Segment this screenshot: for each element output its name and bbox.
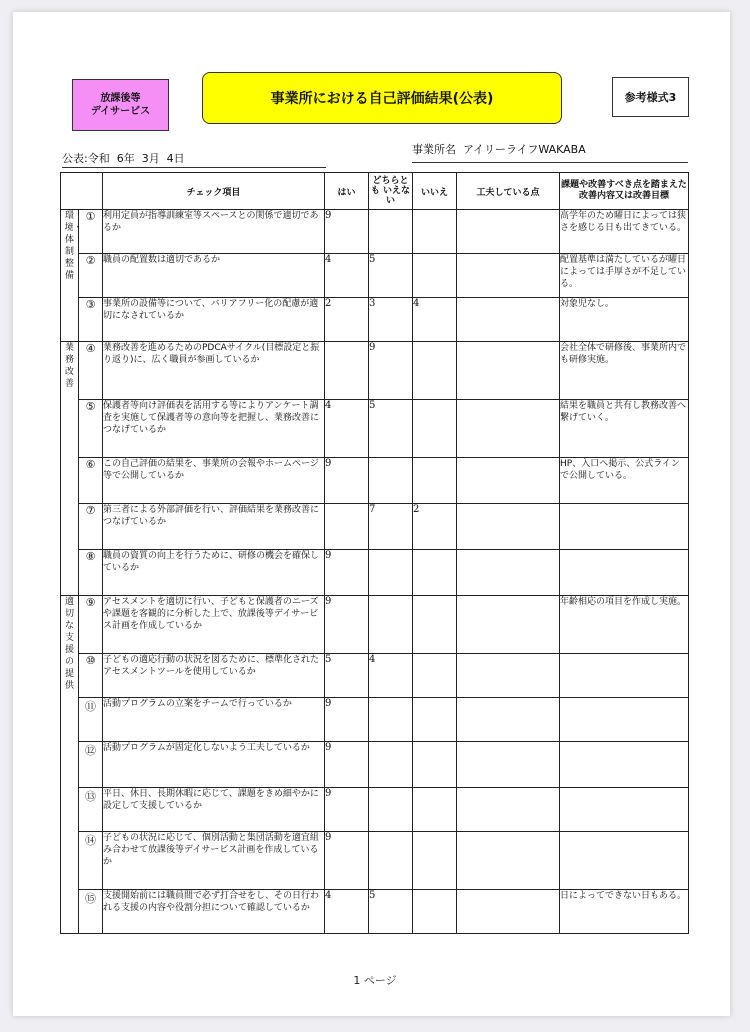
table-row bbox=[61, 550, 689, 596]
neither-count bbox=[369, 788, 413, 832]
item-number: ⑦ bbox=[79, 504, 103, 550]
improvement-text bbox=[560, 550, 689, 596]
efforts-text bbox=[457, 298, 560, 342]
header-no: いいえ bbox=[413, 173, 457, 210]
header-check-item: チェック項目 bbox=[103, 173, 325, 210]
improvement-text: 配置基準は満たしているが曜日によっては手厚さが不足している。 bbox=[560, 254, 689, 298]
efforts-text bbox=[457, 596, 560, 654]
item-number: ⑤ bbox=[79, 400, 103, 458]
yes-count: 9 bbox=[325, 210, 369, 254]
no-count bbox=[413, 596, 457, 654]
table-row bbox=[61, 596, 689, 654]
yes-count: 4 bbox=[325, 400, 369, 458]
check-item-question: 平日、休日、長期休暇に応じて、課題をきめ細やかに設定して支援しているか bbox=[103, 788, 325, 832]
efforts-text bbox=[457, 654, 560, 698]
table-row bbox=[61, 742, 689, 788]
item-number: ⑬ bbox=[79, 788, 103, 832]
yes-count bbox=[325, 504, 369, 550]
yes-count: 4 bbox=[325, 254, 369, 298]
no-count bbox=[413, 742, 457, 788]
check-item-question: 保護者等向け評価表を活用する等によりアンケート調査を実施して保護者等の意向等を把握し、業務改善につなげているか bbox=[103, 400, 325, 458]
table-header-row bbox=[61, 173, 689, 210]
service-type-badge bbox=[72, 79, 169, 131]
yes-count: 9 bbox=[325, 788, 369, 832]
check-item-question: 支援開始前には職員間で必ず打合せをし、その日行われる支援の内容や役割分担について確認しているか bbox=[103, 890, 325, 934]
category-label-text: 業務改善 bbox=[64, 343, 74, 389]
improvement-text bbox=[560, 832, 689, 890]
category-label bbox=[61, 342, 79, 596]
table-row bbox=[61, 342, 689, 400]
efforts-text bbox=[457, 890, 560, 934]
yes-count bbox=[325, 342, 369, 400]
improvement-text: 日によってできない日もある。 bbox=[560, 890, 689, 934]
item-number: ⑩ bbox=[79, 654, 103, 698]
improvement-text bbox=[560, 788, 689, 832]
table-row bbox=[61, 298, 689, 342]
efforts-text bbox=[457, 254, 560, 298]
table-row bbox=[61, 890, 689, 934]
table-body bbox=[61, 210, 689, 934]
service-label-line2: デイサービス bbox=[90, 106, 151, 117]
item-number: ⑥ bbox=[79, 458, 103, 504]
header-improvement: 課題や改善すべき点を踏まえた改善内容又は改善目標 bbox=[560, 173, 689, 210]
efforts-text bbox=[457, 742, 560, 788]
item-number: ③ bbox=[79, 298, 103, 342]
table-row bbox=[61, 254, 689, 298]
no-count bbox=[413, 210, 457, 254]
check-item-question: 利用定員が指導訓練室等スペースとの関係で適切であるか bbox=[103, 210, 325, 254]
header-blank bbox=[61, 173, 103, 210]
yes-count: 9 bbox=[325, 698, 369, 742]
neither-count: 3 bbox=[369, 298, 413, 342]
no-count bbox=[413, 788, 457, 832]
item-number: ⑭ bbox=[79, 832, 103, 890]
self-evaluation-table bbox=[60, 172, 689, 934]
service-label-line1: 放課後等 bbox=[100, 93, 141, 104]
category-label bbox=[61, 210, 83, 342]
efforts-text bbox=[457, 342, 560, 400]
table-row bbox=[61, 698, 689, 742]
neither-count: 7 bbox=[369, 504, 413, 550]
neither-count bbox=[369, 698, 413, 742]
item-number: ⑫ bbox=[79, 742, 103, 788]
no-count bbox=[413, 458, 457, 504]
efforts-text bbox=[457, 504, 560, 550]
check-item-question: 子どもの適応行動の状況を図るために、標準化されたアセスメントツールを使用しているか bbox=[103, 654, 325, 698]
yes-count: 9 bbox=[325, 596, 369, 654]
table-row bbox=[61, 788, 689, 832]
category-label bbox=[61, 596, 79, 934]
item-number: ⑪ bbox=[79, 698, 103, 742]
check-item-question: 職員の資質の向上を行うために、研修の機会を確保しているか bbox=[103, 550, 325, 596]
efforts-text bbox=[457, 832, 560, 890]
neither-count bbox=[369, 596, 413, 654]
table-row bbox=[61, 654, 689, 698]
yes-count: 9 bbox=[325, 550, 369, 596]
page-number: 1 ページ bbox=[353, 974, 397, 987]
form-label: 参考様式3 bbox=[612, 77, 689, 117]
table-row bbox=[61, 210, 689, 254]
item-number: ⑮ bbox=[79, 890, 103, 934]
yes-count: 9 bbox=[325, 832, 369, 890]
neither-count bbox=[369, 550, 413, 596]
header-efforts: 工夫している点 bbox=[457, 173, 560, 210]
yes-count: 9 bbox=[325, 458, 369, 504]
improvement-text: 結果を職員と共有し教務改善へ繋げていく。 bbox=[560, 400, 689, 458]
item-number: ④ bbox=[79, 342, 103, 400]
document-title: 事業所における自己評価結果(公表) bbox=[202, 72, 562, 124]
item-number: ⑧ bbox=[79, 550, 103, 596]
efforts-text bbox=[457, 210, 560, 254]
yes-count: 9 bbox=[325, 742, 369, 788]
item-number: ⑨ bbox=[79, 596, 103, 654]
neither-count bbox=[369, 210, 413, 254]
efforts-text bbox=[457, 698, 560, 742]
efforts-text bbox=[457, 458, 560, 504]
improvement-text: 高学年のため曜日によっては狭さを感じる日も出てきている。 bbox=[560, 210, 689, 254]
check-item-question: 第三者による外部評価を行い、評価結果を業務改善につなげているか bbox=[103, 504, 325, 550]
no-count bbox=[413, 342, 457, 400]
header-neither: どちらとも いえない bbox=[369, 173, 413, 210]
no-count bbox=[413, 832, 457, 890]
neither-count bbox=[369, 742, 413, 788]
table-row bbox=[61, 458, 689, 504]
category-label-text: 環境・体制整備 bbox=[64, 211, 83, 281]
table-row bbox=[61, 832, 689, 890]
neither-count: 5 bbox=[369, 254, 413, 298]
neither-count: 4 bbox=[369, 654, 413, 698]
header-yes: はい bbox=[325, 173, 369, 210]
no-count: 4 bbox=[413, 298, 457, 342]
no-count bbox=[413, 890, 457, 934]
neither-count: 5 bbox=[369, 890, 413, 934]
neither-count: 5 bbox=[369, 400, 413, 458]
improvement-text bbox=[560, 504, 689, 550]
improvement-text: 対象児なし。 bbox=[560, 298, 689, 342]
yes-count: 4 bbox=[325, 890, 369, 934]
check-item-question: 子どもの状況に応じて、個別活動と集団活動を適宜組み合わせて放課後等デイサービス計画を作成しているか bbox=[103, 832, 325, 890]
category-label-text: 適切な支援の提供 bbox=[64, 597, 74, 691]
yes-count: 5 bbox=[325, 654, 369, 698]
publication-date: 公表:令和 6年 3月 4日 bbox=[62, 150, 326, 168]
improvement-text: HP、入口へ掲示、公式ラインで公開している。 bbox=[560, 458, 689, 504]
check-item-question: 職員の配置数は適切であるか bbox=[103, 254, 325, 298]
neither-count bbox=[369, 832, 413, 890]
improvement-text: 年齢相応の項目を作成し実施。 bbox=[560, 596, 689, 654]
yes-count: 2 bbox=[325, 298, 369, 342]
no-count bbox=[413, 400, 457, 458]
no-count bbox=[413, 654, 457, 698]
office-name: 事業所名 アイリーライフWAKABA bbox=[412, 141, 688, 163]
check-item-question: この自己評価の結果を、事業所の会報やホームページ等で公開しているか bbox=[103, 458, 325, 504]
no-count bbox=[413, 698, 457, 742]
neither-count: 9 bbox=[369, 342, 413, 400]
no-count bbox=[413, 550, 457, 596]
improvement-text bbox=[560, 698, 689, 742]
item-number: ① bbox=[79, 210, 103, 254]
efforts-text bbox=[457, 400, 560, 458]
table-row bbox=[61, 400, 689, 458]
no-count: 2 bbox=[413, 504, 457, 550]
check-item-question: 活動プログラムが固定化しないよう工夫しているか bbox=[103, 742, 325, 788]
no-count bbox=[413, 254, 457, 298]
improvement-text bbox=[560, 742, 689, 788]
table-row bbox=[61, 504, 689, 550]
efforts-text bbox=[457, 788, 560, 832]
improvement-text bbox=[560, 654, 689, 698]
check-item-question: アセスメントを適切に行い、子どもと保護者のニーズや課題を客観的に分析した上で、放課後等デイサービス計画を作成しているか bbox=[103, 596, 325, 654]
neither-count bbox=[369, 458, 413, 504]
check-item-question: 活動プログラムの立案をチームで行っているか bbox=[103, 698, 325, 742]
item-number: ② bbox=[79, 254, 103, 298]
improvement-text: 会社全体で研修後、事業所内でも研修実施。 bbox=[560, 342, 689, 400]
check-item-question: 事業所の設備等について、バリアフリー化の配慮が適切になされているか bbox=[103, 298, 325, 342]
efforts-text bbox=[457, 550, 560, 596]
check-item-question: 業務改善を進めるためのPDCAサイクル(目標設定と振り返り)に、広く職員が参画しているか bbox=[103, 342, 325, 400]
